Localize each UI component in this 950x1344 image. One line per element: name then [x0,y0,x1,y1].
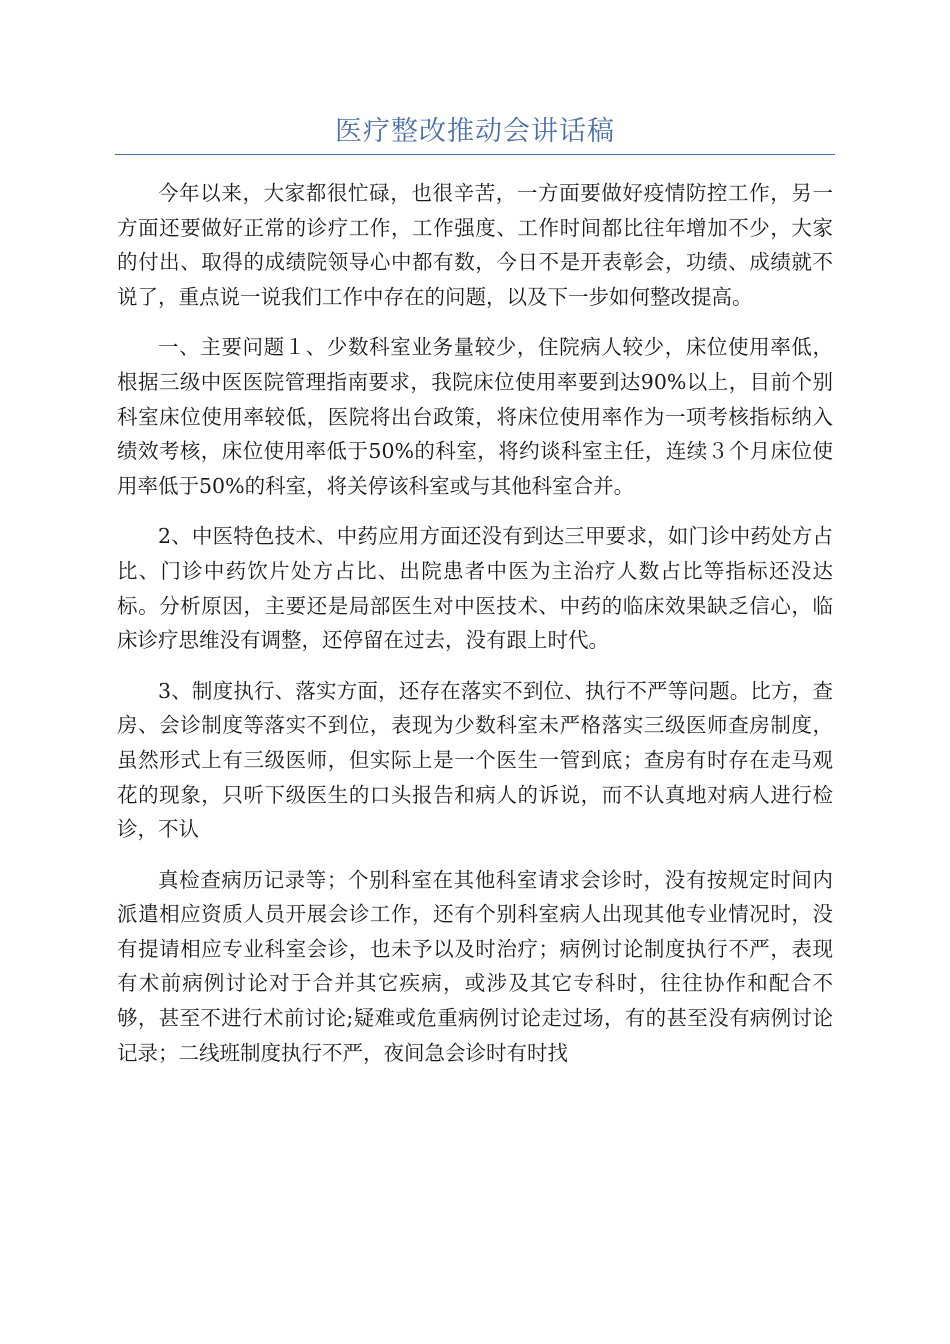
paragraph-issue-2: 2、中医特色技术、中药应用方面还没有到达三甲要求，如门诊中药处方占比、门诊中药饮片处方占比、出院患者中医为主治疗人数占比等指标还没达标。分析原因，主要还是局部医生对中医技术、中药的临床效果缺乏信心，临床诊疗思维没有调整，还停留在过去，没有跟上时代。 [117,524,833,653]
paragraph-issue-3-continued: 真检查病历记录等；个别科室在其他科室请求会诊时，没有按规定时间内派遣相应资质人员开展会诊工作，还有个别科室病人出现其他专业情况时，没有提请相应专业科室会诊，也未予以及时治疗；病例讨论制度执行不严，表现有术前病例讨论对于合并其它疾病，或涉及其它专科时，往往协作和配合不够，甚至不进行术前讨论;疑难或危重病例讨论走过场，有的甚至没有病例讨论记录；二线班制度执行不严，夜间急会诊时有时找 [117,867,833,1065]
document-body [117,176,833,1086]
paragraph-issue-3: 3、制度执行、落实方面，还存在落实不到位、执行不严等问题。比方，查房、会诊制度等落实不到位，表现为少数科室未严格落实三级医师查房制度，虽然形式上有三级医师，但实际上是一个医生一管到底；查房有时存在走马观花的现象，只听下级医生的口头报告和病人的诉说，而不认真地对病人进行检诊，不认 [117,678,833,842]
paragraph-intro: 今年以来，大家都很忙碌，也很辛苦，一方面要做好疫情防控工作，另一方面还要做好正常的诊疗工作，工作强度、工作时间都比往年增加不少，大家的付出、取得的成绩院领导心中都有数，今日不是开表彰会，功绩、成绩就不说了，重点说一说我们工作中存在的问题，以及下一步如何整改提高。 [117,181,833,309]
title-underline [115,154,835,155]
paragraph-issue-1: 一、主要问题１、少数科室业务量较少，住院病人较少，床位使用率低，根据三级中医医院管理指南要求，我院床位使用率要到达90%以上，目前个别科室床位使用率较低，医院将出台政策，将床位使用率作为一项考核指标纳入绩效考核，床位使用率低于50%的科室，将约谈科室主任，连续３个月床位使用率低于50%的科室，将关停该科室或与其他科室合并。 [117,335,833,498]
document-title: 医疗整改推动会讲话稿 [335,116,615,147]
